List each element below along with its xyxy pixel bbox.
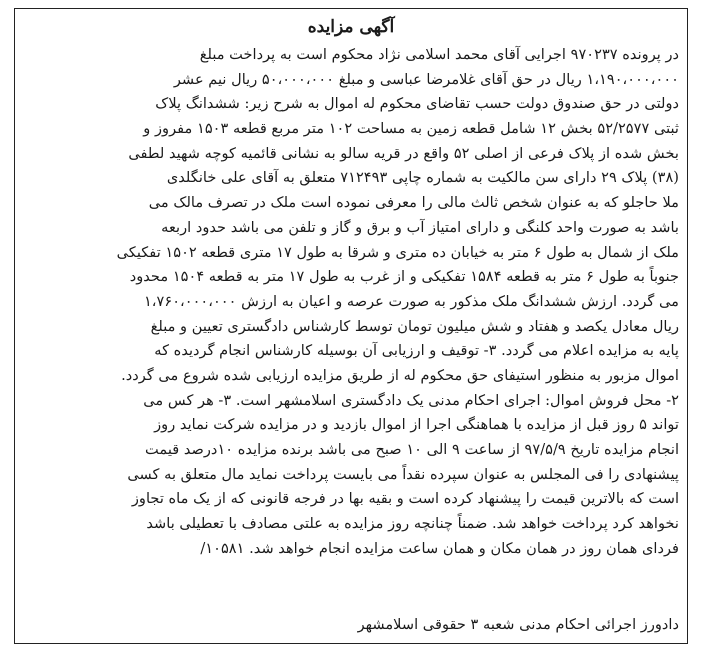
notice-line: ملا حاجلو که به عنوان شخص ثالث مالی را معرفی نموده است ملک در تصرف مالک می: [148, 194, 679, 212]
notice-line: پایه به مزایده اعلام می گردد. ۳- توقیف و ارزیابی آن بوسیله کارشناس انجام گردیده که: [154, 342, 679, 360]
notice-line: بخش شده از پلاک فرعی از اصلی ۵۲ واقع در قریه سالو به نشانی قائمیه کوچه شهید لطفی: [128, 144, 679, 162]
notice-line: پیشنهادی را فی المجلس به عنوان سپرده نقداً می بایست پرداخت نماید مال متعلق به کسی: [127, 465, 679, 483]
notice-line: اموال مزبور به منظور استیفای حق محکوم له از طریق مزایده ارزیابی شده شروع می گردد.: [121, 366, 679, 384]
notice-line: در پرونده ۹۷۰۲۳۷ اجرایی آقای محمد اسلامی نژاد محکوم است به پرداخت مبلغ: [199, 46, 679, 63]
notice-line: نخواهد کرد پرداخت خواهد شد. ضمناً چنانچه روز مزایده به علتی مصادف با تعطیلی باشد: [146, 515, 679, 533]
notice-body: [23, 43, 679, 561]
notice-line: ملک از شمال به طول ۶ متر به خیابان ده متری و شرقا به طول ۱۷ متری قطعه ۱۵۰۲ تفکیکی: [116, 243, 679, 261]
notice-line: تواند ۵ روز قبل از مزایده با هماهنگی اجرا از اموال بازدید و در مزایده شرکت نماید روز: [154, 416, 679, 434]
notice-line: ریال معادل یکصد و هفتاد و شش میلیون تومان توسط کارشناس دادگستری تعیین و مبلغ: [150, 317, 679, 335]
notice-line: (۳۸) پلاک ۲۹ دارای سن مالکیت به شماره چاپی ۷۱۲۴۹۳ متعلق به آقای علی خانگلدی: [166, 169, 679, 187]
notice-line: ۲- محل فروش اموال: اجرای احکام مدنی یک دادگستری اسلامشهر است. ۳- هر کس می: [143, 391, 679, 409]
notice-line: است که بالاترین قیمت را پیشنهاد کرده است و بقیه بها در فرجه قانونی که از یک ماه تجاوز: [131, 490, 679, 508]
notice-line: ثبتی ۵۲/۲۵۷۷ بخش ۱۲ شامل قطعه زمین به مساحت ۱۰۲ متر مربع قطعه ۱۵۰۳ مفروز و: [143, 120, 679, 138]
notice-signature: دادورز اجرائی احکام مدنی شعبه ۳ حقوقی اسلامشهر: [357, 616, 679, 633]
notice-line: فردای همان روز در همان مکان و همان ساعت مزایده انجام خواهد شد. ۱۰۵۸۱/: [200, 539, 679, 557]
notice-line: دولتی در حق صندوق دولت حسب تقاضای محکوم له اموال به شرح زیر: ششدانگ پلاک: [155, 95, 679, 113]
notice-line: می گردد. ارزش ششدانگ ملک مذکور به صورت عرصه و اعیان به ارزش ۱،۷۶۰،۰۰۰،۰۰۰: [143, 292, 679, 310]
notice-title: آگهی مزایده: [307, 17, 395, 37]
notice-frame: [14, 8, 688, 644]
notice-line: ۱،۱۹۰،۰۰۰،۰۰۰ ریال در حق آقای غلامرضا عباسی و مبلغ ۵۰،۰۰۰،۰۰۰ ریال نیم عشر: [173, 70, 679, 88]
notice-line: باشد به صورت واحد کلنگی و دارای امتیاز آب و برق و گاز و تلفن می باشد حدود اربعه: [161, 218, 679, 236]
notice-line: جنوباً به طول ۶ متر به قطعه ۱۵۸۴ تفکیکی و از غرب به طول ۱۷ متر به قطعه ۱۵۰۴ محدود: [129, 268, 679, 286]
notice-line: انجام مزایده تاریخ ۹۷/۵/۹ از ساعت ۹ الی ۱۰ صبح می باشد برنده مزایده ۱۰درصد قیمت: [145, 441, 679, 458]
